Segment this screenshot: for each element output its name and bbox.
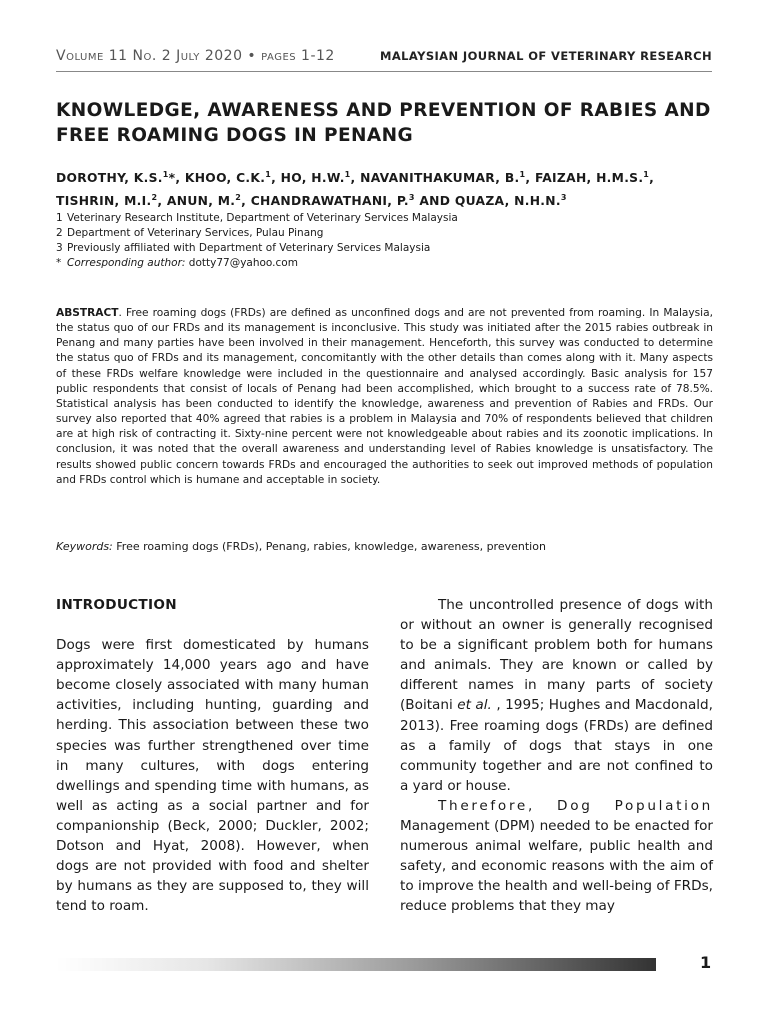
affiliation-text: Previously affiliated with Department of Veterinary Services Malaysia (67, 242, 431, 254)
volume-info: Volume 11 No. 2 July 2020 • pages 1-12 (56, 48, 335, 64)
author-name: CHANDRAWATHANI, P. (250, 194, 409, 209)
para1-text-b: , 1995; Hughes and Macdonald, 2013). Free roaming dogs (FRDs) are defined as a family of dogs that stays in one community together and are not confined to a yard or house. (400, 697, 713, 794)
footer-gradient-bar (56, 958, 656, 971)
journal-name: MALAYSIAN JOURNAL OF VETERINARY RESEARCH (380, 49, 712, 63)
affiliation-1 (56, 211, 716, 226)
body-paragraph-2 (400, 796, 713, 917)
affiliation-2 (56, 226, 716, 241)
affiliation-3 (56, 241, 716, 256)
para1-etal: et al. (457, 697, 492, 714)
introduction-paragraph: Dogs were first domesticated by humans approximately 14,000 years ago and have become closely associated with many human activities, including hunting, guarding and herding. This association between these two species was further strengthened over time in many cultures, with dogs entering dwellings and spending time with humans, as well as acting as a social partner and for companionship (Beck, 2000; Duckler, 2002; Dotson and Hyat, 2008). However, when dogs are not provided with food and shelter by humans as they are supposed to, they will tend to roam. (56, 637, 369, 915)
running-header (56, 48, 712, 72)
header-rule (56, 71, 712, 72)
author-name: KHOO, C.K. (184, 171, 266, 186)
body-paragraph-1 (400, 595, 713, 796)
author-name: TISHRIN, M.I. (56, 194, 152, 209)
author-affiliation-marker: 1 (519, 170, 526, 179)
abstract-label: ABSTRACT (56, 307, 119, 319)
page-number: 1 (700, 953, 712, 972)
author-affiliation-marker: 3 (560, 193, 567, 203)
author-name: FAIZAH, H.M.S. (534, 171, 644, 186)
author-name: HO, H.W. (280, 171, 345, 186)
author-affiliation-marker: 1 (265, 170, 272, 179)
affiliation-marker: 1 (56, 212, 63, 224)
author-list: DOROTHY, K.S.$^1$*, KHOO, C.K.$^1$, HO, H.W.$^1$, NAVANITHAKUMAR, B.$^1$, FAIZAH, H.M.S.$^1$, TISHRIN, M.I.$^2$, ANUN, M.$^2$, CHANDRAWATHANI, P.$^3$ AND QUAZA, N.H.N.$^3$ (56, 170, 655, 209)
affiliation-text: Department of Veterinary Services, Pulau Pinang (67, 227, 324, 239)
left-column (56, 595, 369, 916)
affiliation-marker: 3 (56, 242, 63, 254)
corresponding-label: Corresponding author: (67, 257, 186, 269)
keywords (56, 539, 713, 554)
author-affiliation-marker: 1 (162, 170, 169, 179)
corresponding-author (56, 256, 716, 271)
abstract (56, 306, 713, 488)
affiliation-text: Veterinary Research Institute, Department of Veterinary Services Malaysia (67, 212, 458, 224)
author-affiliation-marker: 2 (151, 193, 158, 203)
author-name: QUAZA, N.H.N. (454, 194, 561, 209)
author-name: NAVANITHAKUMAR, B. (360, 171, 520, 186)
author-name: DOROTHY, K.S. (56, 171, 163, 186)
keywords-text: Free roaming dogs (FRDs), Penang, rabies, knowledge, awareness, prevention (116, 540, 546, 553)
author-name: ANUN, M. (166, 194, 236, 209)
right-column (400, 595, 713, 917)
abstract-text: . Free roaming dogs (FRDs) are defined as unconfined dogs and are not prevented from roaming. In Malaysia, the status quo of our FRDs and its management is inconclusive. This study was initiated after the 2015 rabies outbreak in Penang and many parties have been involved in their management. Henceforth, this survey was conducted to determine the status quo of FRDs and its management, concomitantly with the other details than comes along with it. Many aspects of these FRDs welfare knowledge were included in the questionnaire and analysed accordingly. Basic analysis for 157 public respondents that consist of locals of Penang had been accomplished, which brought to a success rate of 78.5%. Statistical analysis has been conducted to identify the knowledge, awareness and prevention of Rabies and FRDs. Our survey also reported that 40% agreed that rabies is a problem in Malaysia and 70% of respondents believed that children are at high risk of contracting it. Sixty-nine percent were not knowledgeable about rabies and its zoonotic implications. In conclusion, it was noted that the overall awareness and understanding level of Rabies knowledge is unsatisfactory. The results showed public concern towards FRDs and encouraged the authorities to seek out improved methods of population and FRDs control which is humane and acceptable in society. (56, 307, 713, 486)
author-affiliation-marker: 1 (344, 170, 351, 179)
affiliations (56, 211, 716, 271)
corresponding-marker: * (56, 257, 62, 269)
article-title: KNOWLEDGE, AWARENESS AND PREVENTION OF RABIES AND FREE ROAMING DOGS IN PENANG (56, 100, 711, 146)
author-affiliation-marker: 1 (643, 170, 650, 179)
keywords-label: Keywords: (56, 540, 113, 553)
corresponding-email[interactable]: dotty77@yahoo.com (188, 257, 298, 269)
para1-text-a: The uncontrolled presence of dogs with or without an owner is generally recognised to be a significant problem both for humans and animals. They are known or called by different names in many parts of society (Boitani (400, 597, 713, 714)
author-affiliation-marker: 2 (235, 193, 242, 203)
para2-text-b: Management (DPM) needed to be enacted for numerous animal welfare, public health and safety, and economic reasons with the aim of to improve the health and well-being of FRDs, reduce problems that they may (400, 818, 713, 915)
affiliation-marker: 2 (56, 227, 63, 239)
para2-text-a: Therefore, Dog Population (438, 797, 713, 814)
introduction-heading: INTRODUCTION (56, 597, 177, 613)
author-affiliation-marker: 3 (408, 193, 415, 203)
